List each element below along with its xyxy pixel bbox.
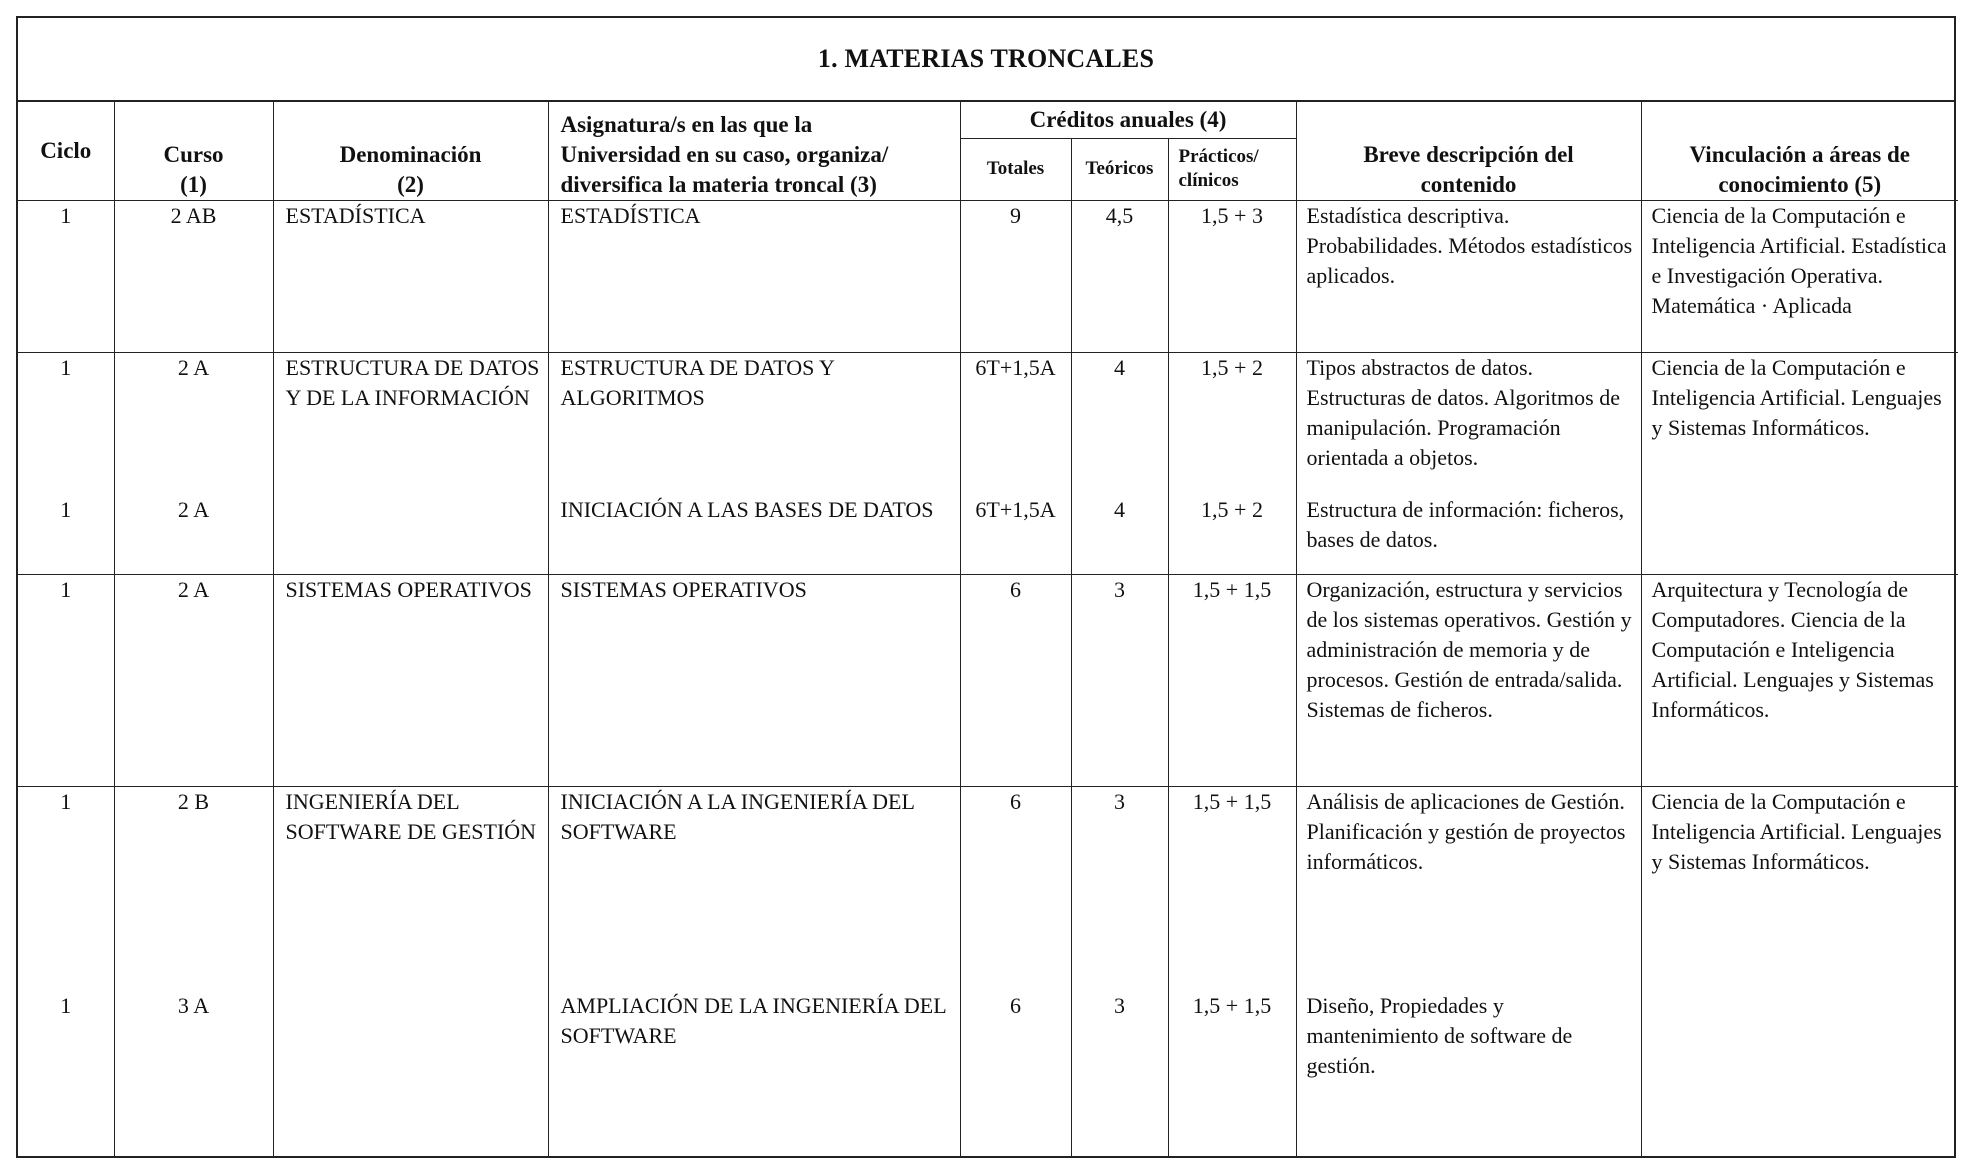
cell-vinculacion: Ciencia de la Computación e Inteligencia Artificial. Lenguajes y Sistemas Informáticos. xyxy=(1641,786,1958,1158)
header-descripcion: Breve descripción del contenido xyxy=(1296,102,1641,200)
cell-descripcion: Organización, estructura y servicios de los sistemas operativos. Gestión y administración de memoria y de procesos. Gestión de entrada/salida. Sistemas de ficheros. xyxy=(1296,574,1641,786)
cell-curso: 2 A xyxy=(114,574,273,786)
cell-ciclo: 1 1 xyxy=(18,352,114,574)
cell-asignatura: ESTRUCTURA DE DATOS Y ALGORITMOS INICIACIÓN A LAS BASES DE DATOS xyxy=(548,352,960,574)
header-curso: Curso (1) xyxy=(114,102,273,200)
header-vinculacion: Vinculación a áreas de conocimiento (5) xyxy=(1641,102,1958,200)
cell-totales: 6T+1,5A 6T+1,5A xyxy=(960,352,1071,574)
cell-denominacion: SISTEMAS OPERATIVOS xyxy=(273,574,548,786)
table-row xyxy=(18,786,1958,1158)
materias-table xyxy=(18,102,1958,1158)
header-asignatura: Asignatura/s en las que la Universidad en su caso, organiza/ diversifica la materia troncal (3) xyxy=(548,102,960,200)
cell-teoricos: 3 xyxy=(1071,574,1168,786)
cell-practicos: 1,5 + 3 xyxy=(1168,200,1296,352)
cell-teoricos: 4,5 xyxy=(1071,200,1168,352)
header-creditos: Créditos anuales (4) xyxy=(960,102,1296,138)
cell-ciclo: 1 xyxy=(18,574,114,786)
cell-teoricos: 3 3 xyxy=(1071,786,1168,1158)
cell-descripcion: Tipos abstractos de datos. Estructuras de datos. Algoritmos de manipulación. Programación orientada a objetos. Estructura de información: ficheros, bases de datos. xyxy=(1296,352,1641,574)
cell-vinculacion: Ciencia de la Computación e Inteligencia Artificial. Lenguajes y Sistemas Informáticos. xyxy=(1641,352,1958,574)
cell-vinculacion: Ciencia de la Computación e Inteligencia Artificial. Estadística e Investigación Operativa. Matemática · Aplicada xyxy=(1641,200,1958,352)
cell-descripcion: Estadística descriptiva. Probabilidades. Métodos estadísticos aplicados. xyxy=(1296,200,1641,352)
cell-curso: 2 A 2 A xyxy=(114,352,273,574)
title-row xyxy=(18,18,1954,102)
cell-practicos: 1,5 + 1,5 xyxy=(1168,574,1296,786)
cell-asignatura: SISTEMAS OPERATIVOS xyxy=(548,574,960,786)
cell-vinculacion: Arquitectura y Tecnología de Computadores. Ciencia de la Computación e Inteligencia Artificial. Lenguajes y Sistemas Informáticos. xyxy=(1641,574,1958,786)
cell-totales: 6 6 xyxy=(960,786,1071,1158)
cell-asignatura: ESTADÍSTICA xyxy=(548,200,960,352)
table-row xyxy=(18,352,1958,574)
document-page xyxy=(16,16,1956,1158)
cell-practicos: 1,5 + 2 1,5 + 2 xyxy=(1168,352,1296,574)
cell-teoricos: 4 4 xyxy=(1071,352,1168,574)
header-denominacion: Denominación (2) xyxy=(273,102,548,200)
cell-totales: 6 xyxy=(960,574,1071,786)
header-ciclo: Ciclo xyxy=(18,102,114,200)
header-practicos: Prácticos/ clínicos xyxy=(1168,138,1296,200)
cell-denominacion: ESTADÍSTICA xyxy=(273,200,548,352)
cell-denominacion: INGENIERÍA DEL SOFTWARE DE GESTIÓN xyxy=(273,786,548,1158)
cell-curso: 2 B 3 A xyxy=(114,786,273,1158)
cell-ciclo: 1 xyxy=(18,200,114,352)
header-teoricos: Teóricos xyxy=(1071,138,1168,200)
cell-asignatura: INICIACIÓN A LA INGENIERÍA DEL SOFTWARE AMPLIACIÓN DE LA INGENIERÍA DEL SOFTWARE xyxy=(548,786,960,1158)
table-row xyxy=(18,574,1958,786)
cell-ciclo: 1 1 xyxy=(18,786,114,1158)
cell-denominacion: ESTRUCTURA DE DATOS Y DE LA INFORMACIÓN xyxy=(273,352,548,574)
table-row xyxy=(18,200,1958,352)
page-title: 1. MATERIAS TRONCALES xyxy=(817,44,1155,73)
header-totales: Totales xyxy=(960,138,1071,200)
cell-curso: 2 AB xyxy=(114,200,273,352)
cell-totales: 9 xyxy=(960,200,1071,352)
cell-descripcion: Análisis de aplicaciones de Gestión. Planificación y gestión de proyectos informáticos. Diseño, Propiedades y mantenimiento de software de gestión. xyxy=(1296,786,1641,1158)
cell-practicos: 1,5 + 1,5 1,5 + 1,5 xyxy=(1168,786,1296,1158)
